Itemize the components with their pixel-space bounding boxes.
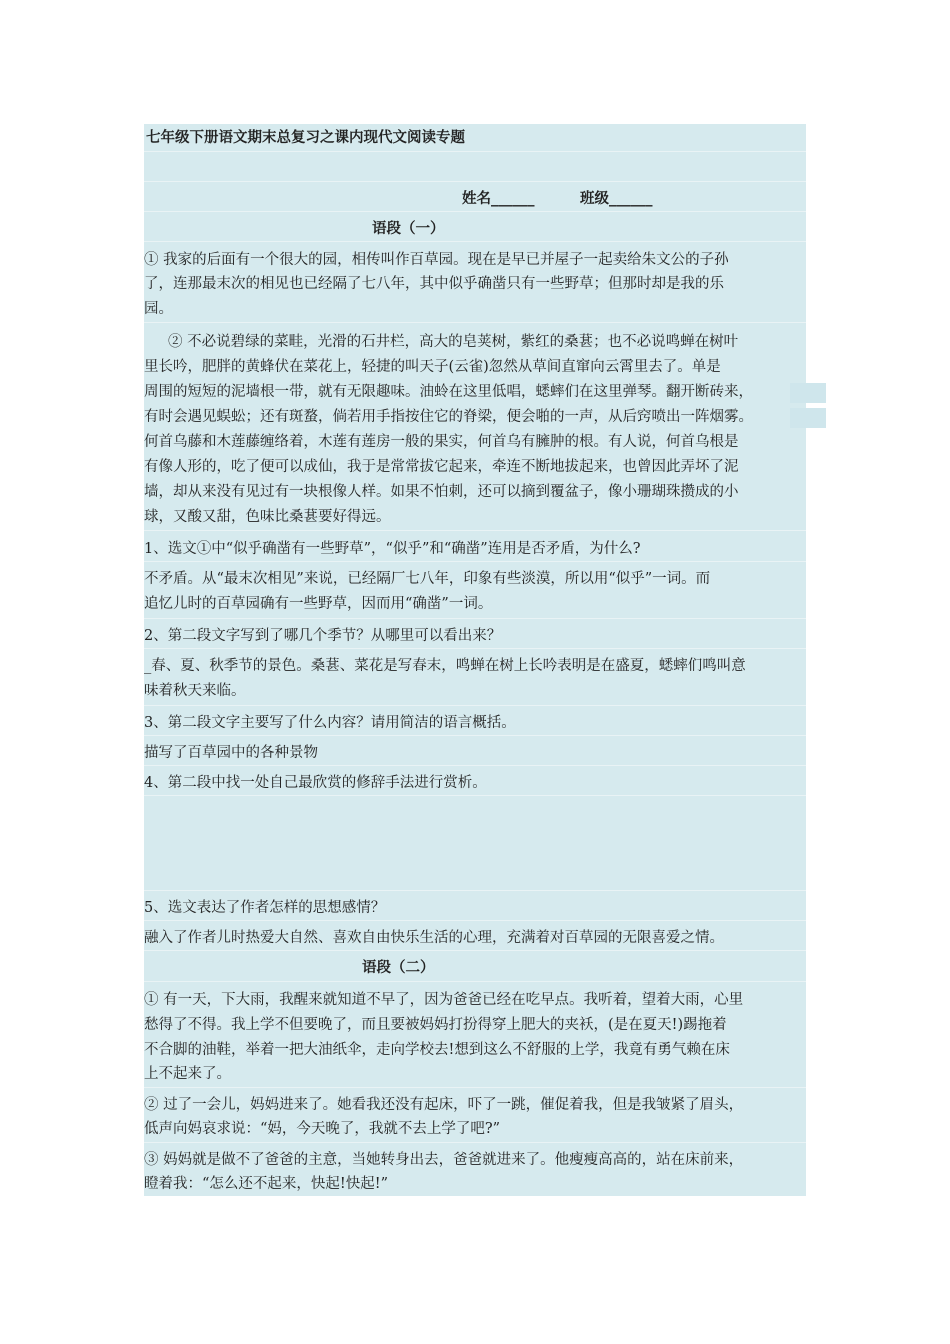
divider (144, 561, 806, 562)
paragraph-line: 愁得了不得。我上学不但要晚了，而且要被妈妈打扮得穿上肥大的夹袄，(是在夏天!)踢拖着 (144, 1017, 727, 1033)
divider (144, 1087, 806, 1088)
answer-line: 不矛盾。从“最末次相见”来说，已经隔厂七八年，印象有些淡漠，所以用“似乎”一词。而 (144, 571, 711, 587)
paragraph-line: ③ 妈妈就是做不了爸爸的主意，当她转身出去，爸爸就进来了。他瘦瘦高高的，站在床前来， (144, 1152, 744, 1168)
page-title: 七年级下册语文期末总复习之课内现代文阅读专题 (146, 129, 465, 146)
paragraph-line: 了，连那最末次的相见也已经隔了七八年，其中似乎确凿只有一些野草；但那时却是我的乐 (144, 276, 724, 292)
divider (144, 981, 806, 982)
divider (144, 241, 806, 242)
class-field-label: 班级______ (580, 190, 653, 207)
paragraph-line: 里长吟，肥胖的黄蜂伏在菜花上，轻捷的叫天子(云雀)忽然从草间直窜向云霄里去了。单是 (144, 359, 721, 375)
paragraph-line: 墙，却从来没有见过有一块根像人样。如果不怕刺，还可以摘到覆盆子，像小珊瑚珠攒成的小 (144, 484, 739, 500)
question-4: 4、第二段中找一处自己最欣赏的修辞手法进行赏析。 (144, 775, 487, 791)
paragraph-line: 周围的短短的泥墙根一带，就有无限趣味。油蛉在这里低唱，蟋蟀们在这里弹琴。翻开断砖来， (144, 384, 753, 400)
paragraph-line: ① 有一天，下大雨，我醒来就知道不早了，因为爸爸已经在吃早点。我听着，望着大雨，心里 (144, 992, 744, 1008)
divider (144, 765, 806, 766)
divider (144, 211, 806, 212)
paragraph-line: ① 我家的后面有一个很大的园，相传叫作百草园。现在是早已并屋子一起卖给朱文公的子孙 (144, 252, 729, 268)
divider (144, 950, 806, 951)
divider (144, 920, 806, 921)
divider (144, 1142, 806, 1143)
paragraph-line: 何首乌藤和木莲藤缠络着，木莲有莲房一般的果实，何首乌有臃肿的根。有人说，何首乌根是 (144, 434, 739, 450)
question-2: 2、第二段文字写到了哪几个季节？从哪里可以看出来？ (144, 628, 502, 644)
paragraph-line: 园。 (144, 301, 173, 317)
divider (144, 648, 806, 649)
name-field-label: 姓名______ (462, 190, 535, 207)
divider (144, 151, 806, 152)
divider (144, 735, 806, 736)
question-3: 3、第二段文字主要写了什么内容？请用简洁的语言概括。 (144, 715, 516, 731)
question-5: 5、选文表达了作者怎样的思想感情？ (144, 900, 386, 916)
divider (144, 795, 806, 796)
divider (144, 618, 806, 619)
paragraph-line: 不合脚的油鞋，举着一把大油纸伞，走向学校去!想到这么不舒服的上学，我竟有勇气赖在床 (144, 1042, 730, 1058)
question-1: 1、选文①中“似乎确凿有一些野草”，“似乎”和“确凿”连用是否矛盾，为什么? (144, 541, 641, 557)
divider (144, 322, 806, 323)
answer-line: 味着秋天来临。 (144, 683, 246, 699)
paragraph-line: 上不起来了。 (144, 1066, 231, 1082)
paragraph-line: 有时会遇见蜈蚣；还有斑蝥，倘若用手指按住它的脊梁，便会啪的一声，从后窍喷出一阵烟雾。 (144, 409, 753, 425)
paragraph-line: ② 过了一会儿，妈妈进来了。她看我还没有起床，吓了一跳，催促着我，但是我皱紧了眉头， (144, 1097, 744, 1113)
paragraph-line: 有像人形的，吃了便可以成仙，我于是常常拔它起来，牵连不断地拔起来，也曾因此弄坏了泥 (144, 459, 739, 475)
answer-line: 融入了作者儿时热爱大自然、喜欢自由快乐生活的心理，充满着对百草园的无限喜爱之情。 (144, 930, 724, 946)
paragraph-line: ② 不必说碧绿的菜畦，光滑的石井栏，高大的皂荚树，紫红的桑葚；也不必说鸣蝉在树叶 (168, 334, 739, 350)
answer-line: 描写了百草园中的各种景物 (144, 745, 318, 761)
answer-line: _春、夏、秋季节的景色。桑葚、菜花是写春末，鸣蝉在树上长吟表明是在盛夏，蟋蟀们鸣叫意 (144, 658, 746, 674)
divider (144, 530, 806, 531)
paragraph-line: 低声向妈哀求说：“妈，今天晚了，我就不去上学了吧?” (144, 1121, 501, 1137)
divider (144, 181, 806, 182)
answer-line: 追忆儿时的百草园确有一些野草，因而用“确凿”一词。 (144, 596, 493, 612)
paragraph-line: 瞪着我：“怎么还不起来，快起!快起!” (144, 1176, 388, 1192)
section-heading: 语段（一） (372, 220, 445, 237)
divider (144, 705, 806, 706)
section-heading: 语段（二） (362, 959, 435, 976)
paragraph-line: 球，又酸又甜，色味比桑葚要好得远。 (144, 509, 391, 525)
divider (144, 890, 806, 891)
